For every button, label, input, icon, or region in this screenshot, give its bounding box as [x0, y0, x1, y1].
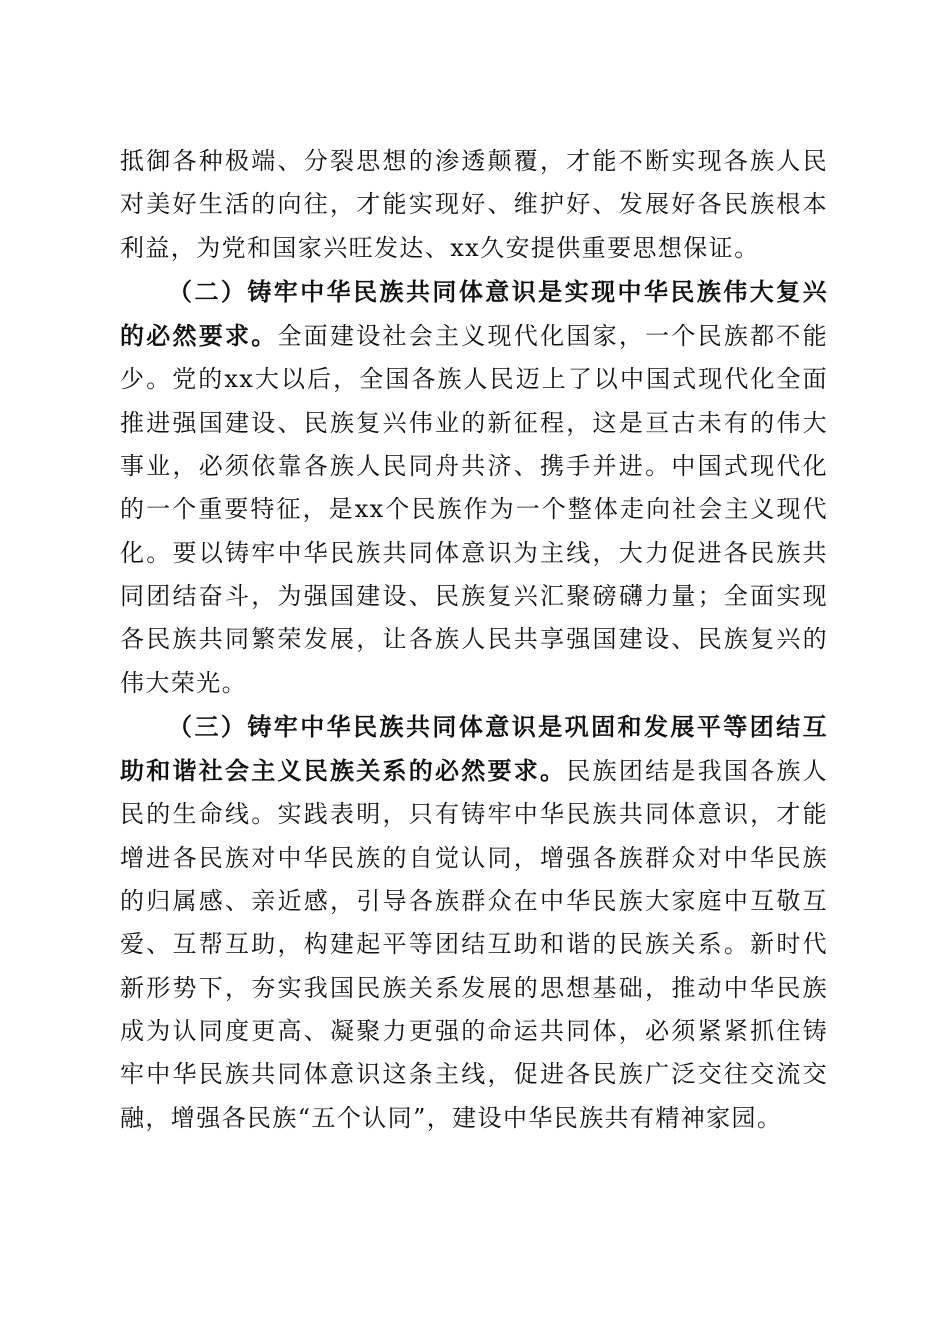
document-body — [120, 140, 828, 1140]
section-2-text: 全面建设社会主义现代化国家，一个民族都不能少。党的xx大以后，全国各族人民迈上了以中国式现代化全面推进强国建设、民族复兴伟业的新征程，这是亘古未有的伟大事业，必须依靠各族人民同舟共济、携手并进。中国式现代化的一个重要特征，是xx个民族作为一个整体走向社会主义现代化。要以铸牢中华民族共同体意识为主线，大力促进各民族共同团结奋斗，为强国建设、民族复兴汇聚磅礴力量；全面实现各民族共同繁荣发展，让各族人民共享强国建设、民族复兴的伟大荣光。 — [120, 322, 828, 697]
paragraph-1-text: 抵御各种极端、分裂思想的渗透颠覆，才能不断实现各族人民对美好生活的向往，才能实现好、维护好、发展好各民族根本利益，为党和国家兴旺发达、xx久安提供重要思想保证。 — [120, 147, 828, 262]
paragraph-section-2 — [120, 270, 828, 705]
paragraph-section-3 — [120, 705, 828, 1140]
section-2-heading: （二）铸牢中华民族共同体意识是实现中华民族伟大复兴的必然要求。 — [120, 276, 828, 351]
section-3-text: 民族团结是我国各族人民的生命线。实践表明，只有铸牢中华民族共同体意识，才能增进各民族对中华民族的自觉认同，增强各族群众对中华民族的归属感、亲近感，引导各族群众在中华民族大家庭中互敬互爱、互帮互助，构建起平等团结互助和谐的民族关系。新时代新形势下，夯实我国民族关系发展的思想基础，推动中华民族成为认同度更高、凝聚力更强的命运共同体，必须紧紧抓住铸牢中华民族共同体意识这条主线，促进各民族广泛交往交流交融，增强各民族“五个认同”，建设中华民族共有精神家园。 — [120, 757, 828, 1132]
section-3-heading: （三）铸牢中华民族共同体意识是巩固和发展平等团结互助和谐社会主义民族关系的必然要求。 — [120, 711, 828, 786]
paragraph-continuation — [120, 140, 828, 270]
